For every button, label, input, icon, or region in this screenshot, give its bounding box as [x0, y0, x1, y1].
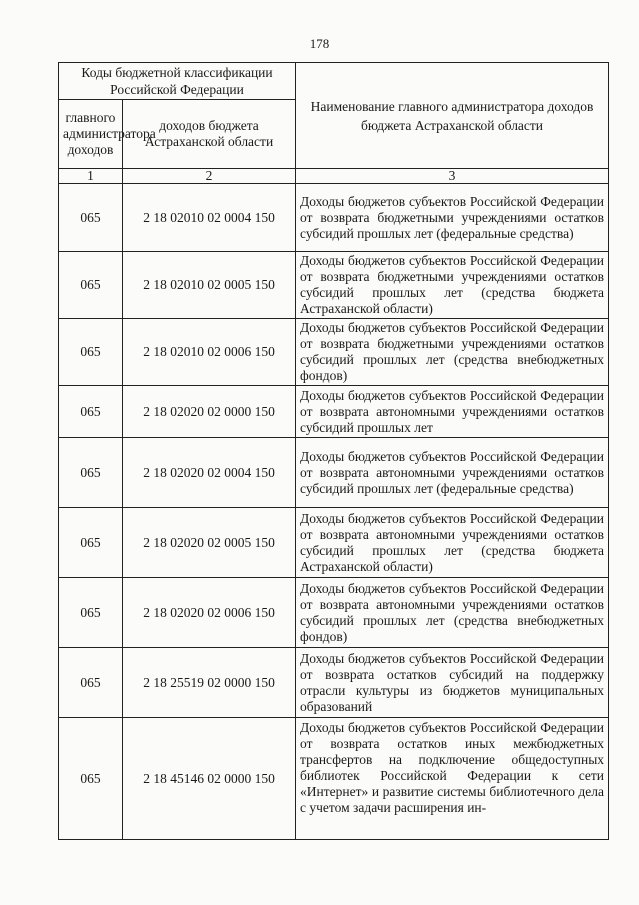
budget-classification-table	[58, 62, 609, 840]
column-number-3: 3	[296, 169, 609, 184]
budget-code-cell: 2 18 02010 02 0004 150	[123, 184, 296, 252]
budget-code-cell: 2 18 02020 02 0004 150	[123, 438, 296, 508]
budget-code-cell: 2 18 45146 02 0000 150	[123, 718, 296, 840]
admin-code-cell: 065	[59, 718, 123, 840]
table-row	[59, 438, 609, 508]
budget-code-cell: 2 18 02010 02 0006 150	[123, 319, 296, 386]
table-row	[59, 252, 609, 319]
admin-code-cell: 065	[59, 648, 123, 718]
description-cell: Доходы бюджетов субъектов Российской Федерации от возврата остатков субсидий на поддержку отрасли культуры из бюджетов муниципальных образований	[296, 648, 609, 718]
description-cell: Доходы бюджетов субъектов Российской Федерации от возврата автономными учреждениями остатков субсидий прошлых лет (средства внебюджетных фондов)	[296, 578, 609, 648]
admin-code-cell: 065	[59, 438, 123, 508]
budget-code-cell: 2 18 02020 02 0006 150	[123, 578, 296, 648]
column-number-2: 2	[123, 169, 296, 184]
admin-code-cell: 065	[59, 578, 123, 648]
description-cell: Доходы бюджетов субъектов Российской Федерации от возврата бюджетными учреждениями остатков субсидий прошлых лет (федеральные средства)	[296, 184, 609, 252]
table-row	[59, 386, 609, 438]
column-number-1: 1	[59, 169, 123, 184]
budget-code-cell: 2 18 02010 02 0005 150	[123, 252, 296, 319]
header-regional-revenue: доходов бюджета Астраханской области	[123, 100, 296, 169]
page-number: 178	[309, 36, 330, 51]
budget-code-cell: 2 18 02020 02 0005 150	[123, 508, 296, 578]
admin-code-cell: 065	[59, 508, 123, 578]
budget-code-cell: 2 18 02020 02 0000 150	[123, 386, 296, 438]
description-cell	[296, 718, 609, 840]
description-cell: Доходы бюджетов субъектов Российской Федерации от возврата бюджетными учреждениями остатков субсидий прошлых лет (средства внебюджетных фондов)	[296, 319, 609, 386]
admin-code-cell: 065	[59, 386, 123, 438]
header-group-codes: Коды бюджетной классификации Российской Федерации	[59, 63, 296, 100]
table-row	[59, 184, 609, 252]
table-row	[59, 319, 609, 386]
description-cell: Доходы бюджетов субъектов Российской Федерации от возврата бюджетными учреждениями остатков субсидий прошлых лет (средства бюджета Астраханской области)	[296, 252, 609, 319]
description-cell: Доходы бюджетов субъектов Российской Федерации от возврата автономными учреждениями остатков субсидий прошлых лет	[296, 386, 609, 438]
header-administrator-name: Наименование главного администратора доходов бюджета Астраханской области	[296, 63, 609, 169]
table-row	[59, 648, 609, 718]
table-row	[59, 578, 609, 648]
description-cell: Доходы бюджетов субъектов Российской Федерации от возврата автономными учреждениями остатков субсидий прошлых лет (федеральные средства)	[296, 438, 609, 508]
description-text: Доходы бюджетов субъектов Российской Федерации от возврата остатков иных межбюджетных трансфертов на подключение общедоступных библиотек Российской Федерации к сети «Интернет» и развитие системы библиотечного дела с учетом задачи расширения ин-	[300, 719, 605, 815]
header-main-administrator: главного администратора доходов	[59, 100, 123, 169]
budget-code-cell: 2 18 25519 02 0000 150	[123, 648, 296, 718]
admin-code-cell: 065	[59, 184, 123, 252]
admin-code-cell: 065	[59, 252, 123, 319]
admin-code-cell: 065	[59, 319, 123, 386]
description-cell: Доходы бюджетов субъектов Российской Федерации от возврата автономными учреждениями остатков субсидий прошлых лет (средства бюджета Астраханской области)	[296, 508, 609, 578]
table-row	[59, 508, 609, 578]
table-row	[59, 718, 609, 840]
